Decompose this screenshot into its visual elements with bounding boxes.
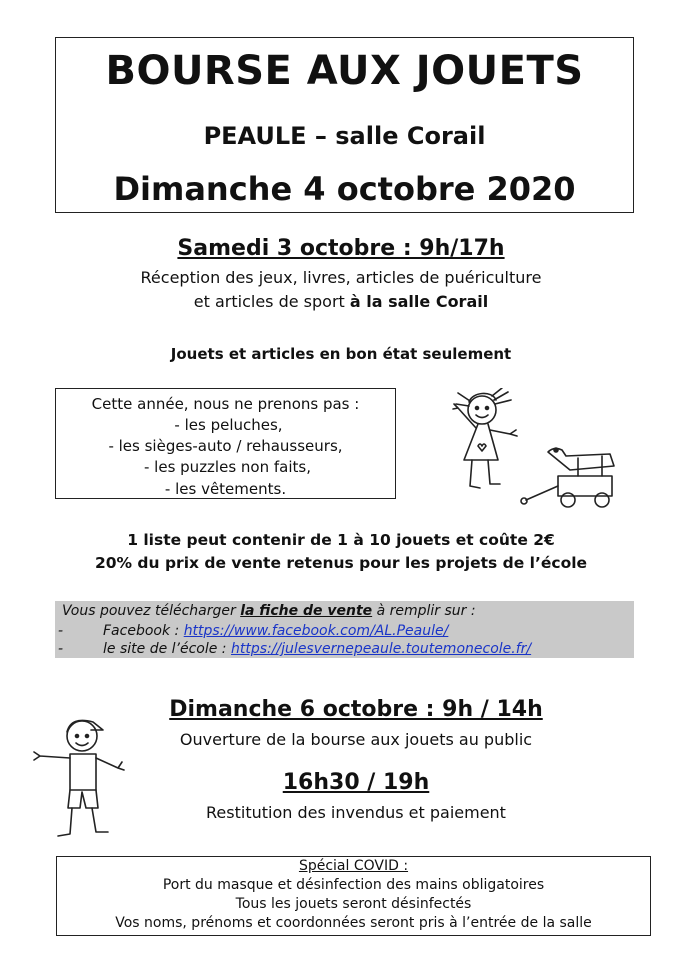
covid-title-text: Spécial COVID : bbox=[298, 858, 409, 874]
reception-location: à la salle Corail bbox=[349, 292, 489, 311]
opening-title bbox=[0, 697, 682, 722]
girl-drawing-icon bbox=[436, 388, 526, 500]
facebook-link[interactable]: https://www.facebook.com/AL.Peaule/ bbox=[183, 623, 449, 639]
school-site-line bbox=[103, 641, 531, 657]
return-title bbox=[0, 770, 682, 795]
opening-line: Ouverture de la bourse aux jouets au public bbox=[179, 730, 533, 749]
page-subtitle: PEAULE – salle Corail bbox=[203, 122, 486, 150]
school-site-link[interactable]: https://julesvernepeaule.toutemonecole.fr/ bbox=[230, 641, 532, 657]
covid-line-3: Vos noms, prénoms et coordonnées seront pris à l’entrée de la salle bbox=[115, 915, 592, 931]
page-title: BOURSE AUX JOUETS bbox=[105, 48, 584, 94]
toy-wagon-icon bbox=[518, 440, 618, 512]
event-date: Dimanche 4 octobre 2020 bbox=[113, 170, 576, 208]
covid-title bbox=[56, 858, 651, 874]
facebook-label: Facebook : bbox=[103, 623, 184, 639]
refused-item: - les vêtements. bbox=[164, 480, 287, 498]
pricing-line-1: 1 liste peut contenir de 1 à 10 jouets et coûte 2€ bbox=[127, 531, 555, 549]
refused-item: - les peluches, bbox=[174, 416, 283, 434]
reception-title bbox=[0, 236, 682, 261]
download-intro-suffix: à remplir sur : bbox=[372, 603, 476, 619]
facebook-line bbox=[103, 623, 448, 639]
reception-title-text: Samedi 3 octobre : 9h/17h bbox=[177, 236, 505, 261]
refused-intro: Cette année, nous ne prenons pas : bbox=[91, 395, 360, 413]
return-title-text: 16h30 / 19h bbox=[282, 770, 430, 795]
pricing-line-2: 20% du prix de vente retenus pour les projets de l’école bbox=[94, 554, 588, 572]
condition-notice: Jouets et articles en bon état seulement bbox=[170, 345, 512, 363]
refused-item: - les puzzles non faits, bbox=[144, 458, 311, 476]
download-bullet: - bbox=[58, 641, 64, 657]
download-intro bbox=[62, 603, 476, 619]
reception-line-1: Réception des jeux, livres, articles de puériculture bbox=[140, 268, 542, 287]
opening-title-text: Dimanche 6 octobre : 9h / 14h bbox=[169, 697, 543, 722]
download-bullet: - bbox=[58, 623, 64, 639]
sale-form-label: la fiche de vente bbox=[240, 603, 373, 619]
refused-item: - les sièges-auto / rehausseurs, bbox=[108, 437, 343, 455]
download-intro-text: Vous pouvez télécharger bbox=[62, 603, 241, 619]
reception-line-2 bbox=[0, 292, 682, 311]
return-line: Restitution des invendus et paiement bbox=[206, 803, 506, 822]
school-site-label: le site de l’école : bbox=[103, 641, 231, 657]
reception-line-2-text: et articles de sport bbox=[193, 292, 350, 311]
covid-line-1: Port du masque et désinfection des mains obligatoires bbox=[162, 877, 545, 893]
covid-line-2: Tous les jouets seront désinfectés bbox=[235, 896, 472, 912]
